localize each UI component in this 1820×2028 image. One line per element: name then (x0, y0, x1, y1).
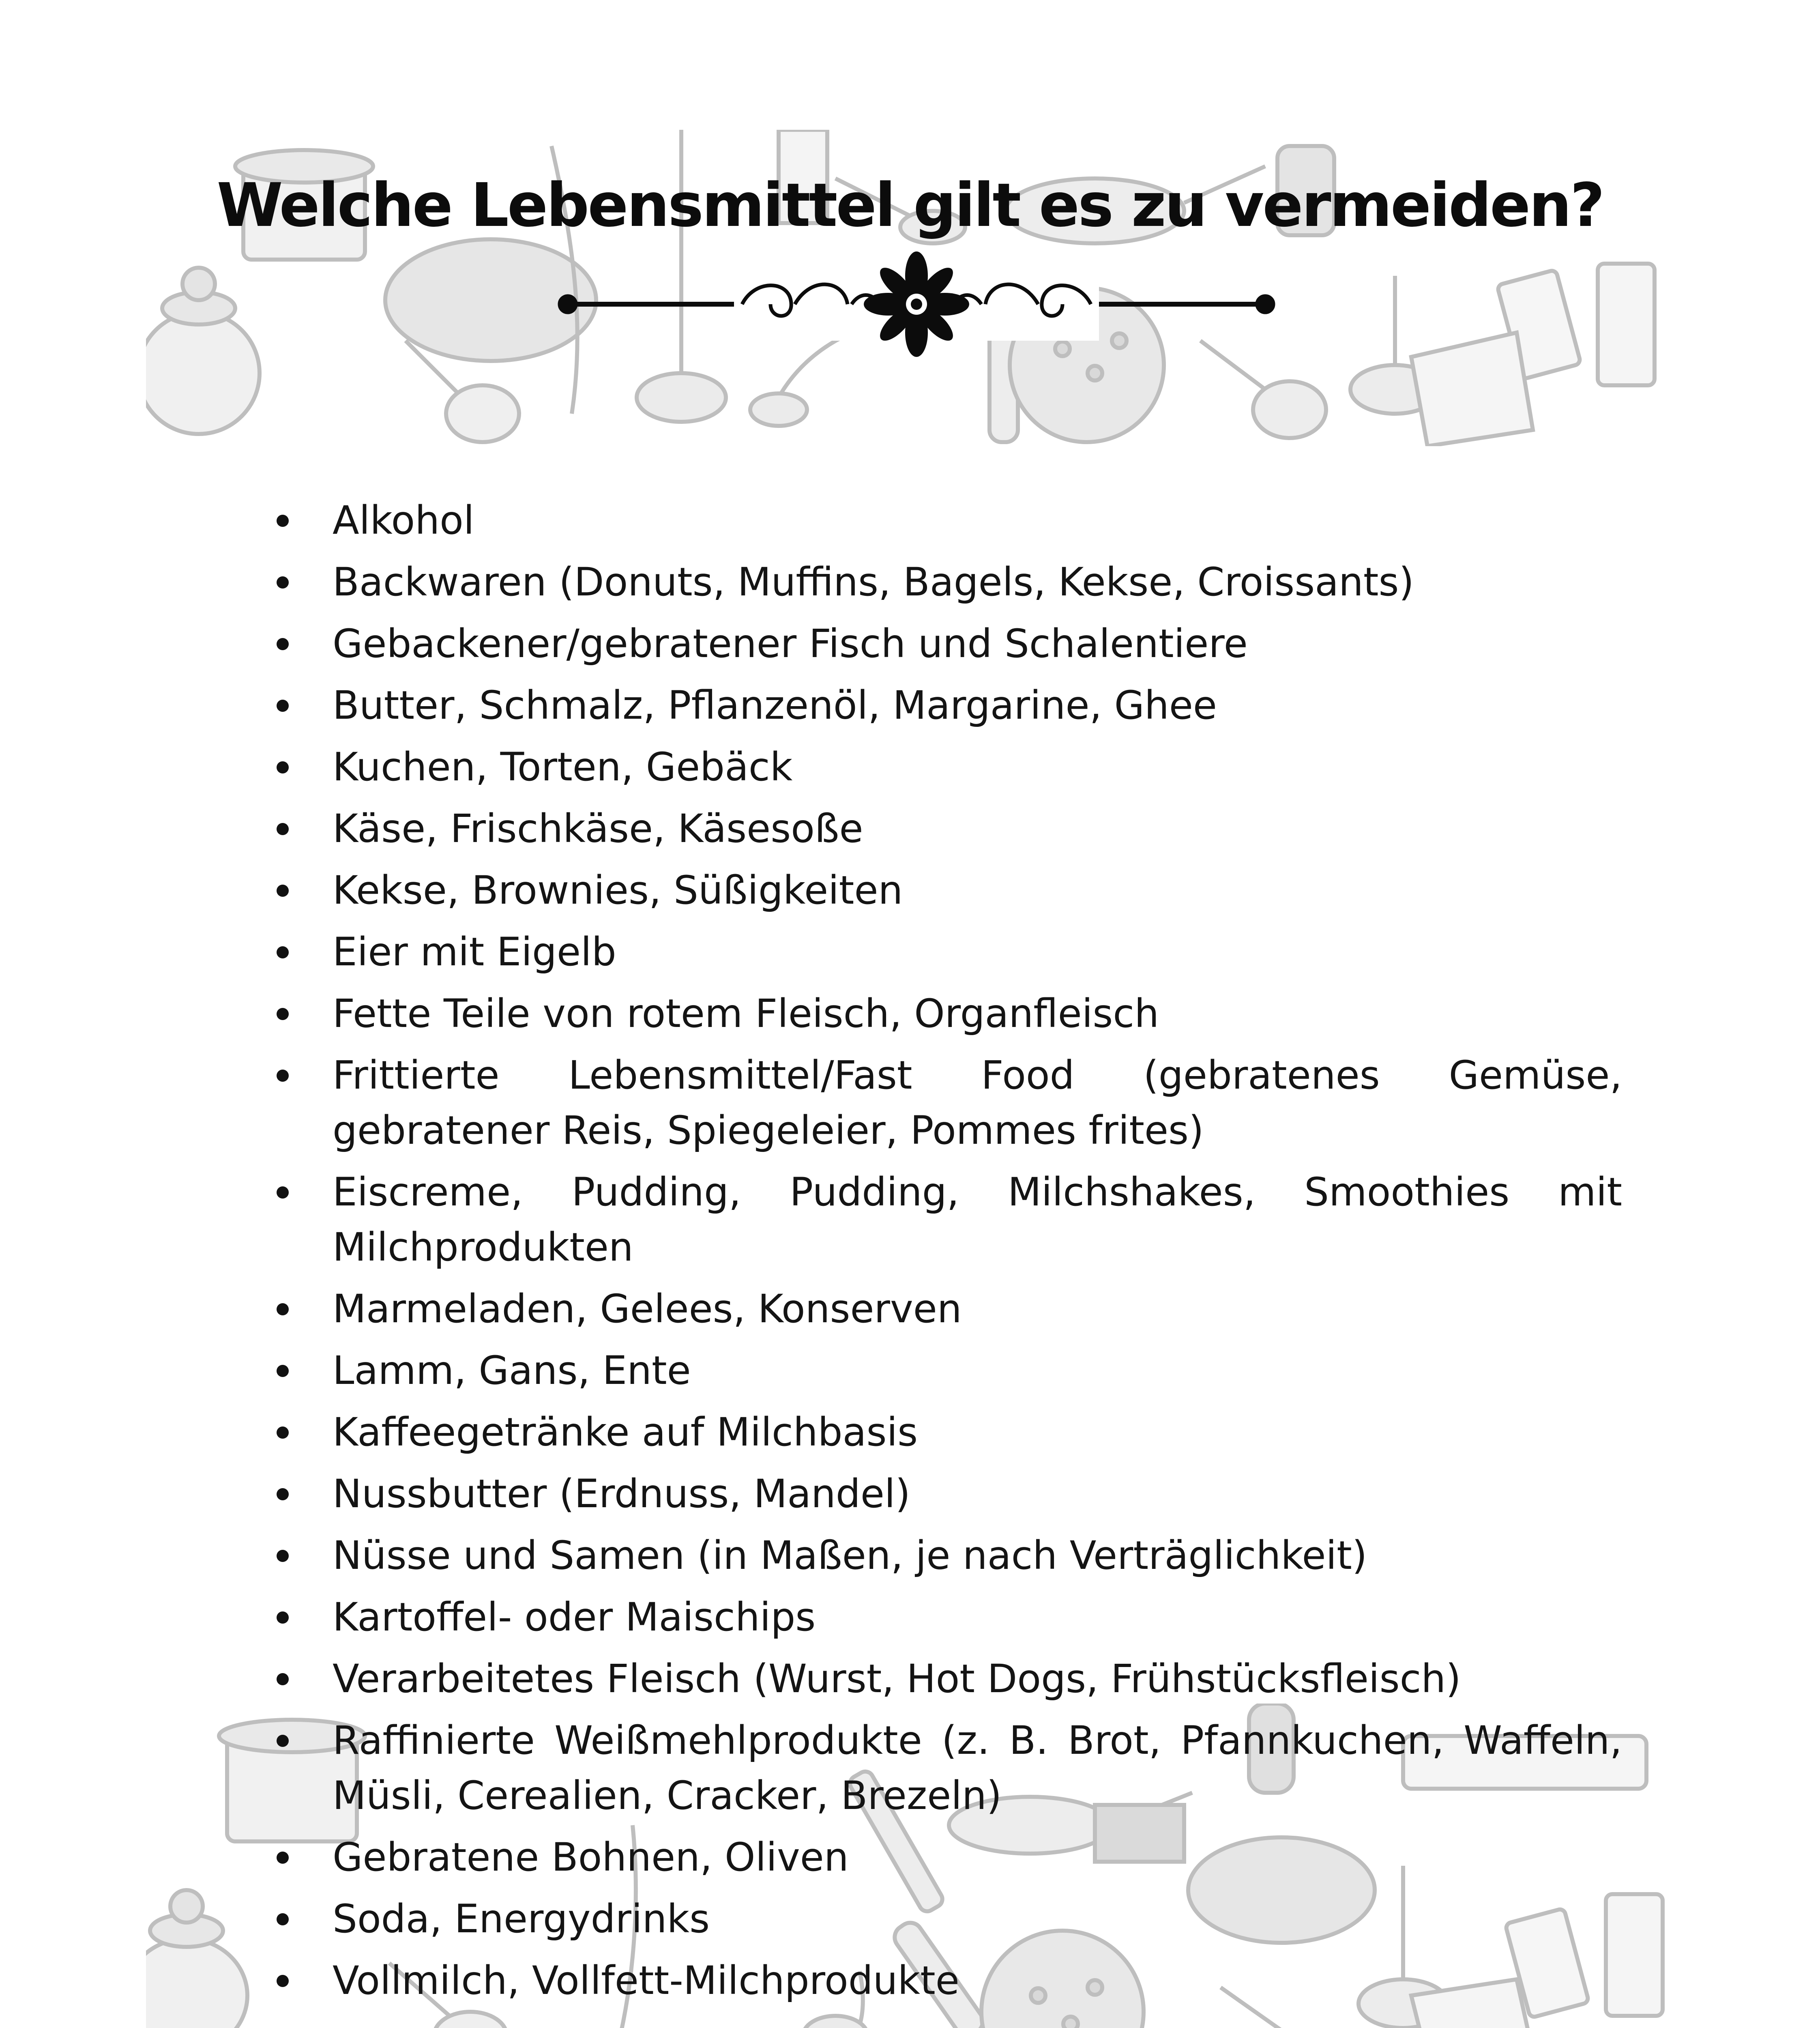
list-item-text: Lamm, Gans, Ente (333, 1348, 691, 1393)
bullet-icon (277, 576, 289, 589)
list-item-text: Gebackener/gebratener Fisch und Schalentiere (333, 621, 1248, 666)
list-item (268, 1891, 1622, 1946)
list-item-text: Käse, Frischkäse, Käsesoße (333, 806, 863, 851)
list-item-text: Vollmilch, Vollfett-Milchprodukte (333, 1958, 959, 2003)
list-item-text: Nüsse und Samen (in Maßen, je nach Verträglichkeit) (333, 1533, 1367, 1578)
bullet-icon (277, 1303, 289, 1315)
bullet-icon (277, 1186, 289, 1199)
bullet-icon (277, 1365, 289, 1377)
bullet-icon (277, 1975, 289, 1987)
ornament-divider-icon (552, 251, 1281, 357)
list-item (268, 1405, 1622, 1460)
list-item (268, 1830, 1622, 1885)
list-item (268, 1281, 1622, 1336)
bullet-icon (277, 1070, 289, 1082)
list-item (268, 986, 1622, 1041)
bullet-icon (277, 1488, 289, 1500)
list-item (268, 863, 1622, 918)
list-item-text: Alkohol (333, 498, 474, 543)
bullet-icon (277, 1008, 289, 1020)
list-item-text: Butter, Schmalz, Pflanzenöl, Margarine, Ghee (333, 683, 1217, 728)
list-item (268, 1048, 1622, 1158)
bullet-icon (277, 946, 289, 958)
list-item (268, 1590, 1622, 1645)
list-item (268, 493, 1622, 548)
list-item (268, 1651, 1622, 1706)
bullet-icon (277, 515, 289, 527)
bullet-icon (277, 1611, 289, 1624)
list-item (268, 801, 1622, 856)
list-item-text: Verarbeitetes Fleisch (Wurst, Hot Dogs, Frühstücksfleisch) (333, 1656, 1461, 1701)
list-item (268, 1466, 1622, 1521)
list-item-text: Soda, Energydrinks (333, 1896, 710, 1942)
list-item (268, 1528, 1622, 1583)
bullet-icon (277, 1852, 289, 1864)
bullet-icon (277, 1673, 289, 1685)
bullet-icon (277, 1913, 289, 1925)
bullet-icon (277, 1426, 289, 1439)
list-item-text: Eiscreme, Pudding, Pudding, Milchshakes, Smoothies mit Milchprodukten (333, 1169, 1622, 1270)
bullet-icon (277, 638, 289, 650)
bullet-icon (277, 700, 289, 712)
avoid-food-list (268, 493, 1622, 2015)
list-item (268, 616, 1622, 671)
bullet-icon (277, 761, 289, 773)
list-item (268, 1164, 1622, 1275)
list-item-text: Raffinierte Weißmehlprodukte (z. B. Brot, Pfannkuchen, Waffeln, Müsli, Cerealien, Cracker, Brezeln) (333, 1718, 1622, 1818)
list-item-text: Nussbutter (Erdnuss, Mandel) (333, 1471, 910, 1517)
list-item (268, 924, 1622, 980)
list-item (268, 1953, 1622, 2008)
list-item-text: Fette Teile von rotem Fleisch, Organfleisch (333, 991, 1159, 1036)
bullet-icon (277, 1735, 289, 1747)
bullet-icon (277, 1550, 289, 1562)
list-item-text: Eier mit Eigelb (333, 929, 616, 975)
list-item-text: Frittierte Lebensmittel/Fast Food (gebratenes Gemüse, gebratener Reis, Spiegeleier, Pommes frites) (333, 1053, 1622, 1153)
list-item (268, 1713, 1622, 1823)
list-item-text: Gebratene Bohnen, Oliven (333, 1835, 849, 1880)
list-item-text: Kuchen, Torten, Gebäck (333, 744, 793, 790)
list-item (268, 739, 1622, 795)
list-item-text: Kekse, Brownies, Süßigkeiten (333, 868, 903, 913)
list-item-text: Kaffeegetränke auf Milchbasis (333, 1409, 918, 1455)
list-item (268, 554, 1622, 610)
list-item-text: Marmeladen, Gelees, Konserven (333, 1286, 962, 1332)
list-item (268, 678, 1622, 733)
bullet-icon (277, 823, 289, 835)
list-item (268, 1343, 1622, 1398)
list-item-text: Backwaren (Donuts, Muffins, Bagels, Kekse, Croissants) (333, 559, 1414, 605)
bullet-icon (277, 885, 289, 897)
list-item-text: Kartoffel- oder Maischips (333, 1594, 816, 1640)
page-title: Welche Lebensmittel gilt es zu vermeiden? (217, 170, 1603, 240)
